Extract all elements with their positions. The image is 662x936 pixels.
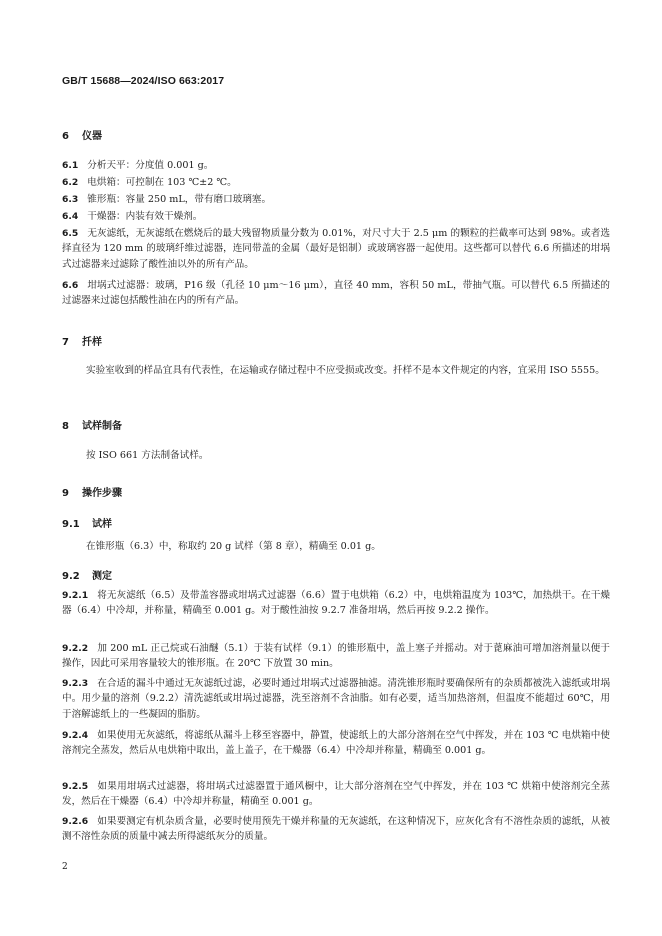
- clause-number: 6.4: [62, 211, 79, 222]
- clause-number: 9.2.2: [62, 643, 89, 654]
- page-number: 2: [62, 862, 68, 872]
- section-9-2-heading: [62, 567, 112, 582]
- clause-6-4: [62, 209, 610, 224]
- section-9-1-heading: [62, 515, 112, 530]
- clause-text: 如果要测定有机杂质含量，必要时使用预先干燥并称量的无灰滤纸，在这种情况下，应灰化含有不溶性杂质的滤纸，从被测不溶性杂质的质量中减去所得滤纸灰分的质量。: [62, 816, 610, 843]
- section-number: 8: [62, 421, 69, 432]
- clause-number: 6.3: [62, 194, 79, 205]
- clause-6-6: [62, 278, 610, 309]
- clause-text: 坩埚式过滤器：玻璃，P16 级（孔径 10 μm～16 μm），直径 40 mm，容积 50 mL，带抽气瓶。可以替代 6.5 所描述的过滤器来过滤包括酸性油在内的所有产品。: [62, 280, 610, 307]
- section-title: 试样: [92, 519, 112, 530]
- clause-9-2-6: [62, 814, 610, 845]
- clause-number: 6.2: [62, 177, 79, 188]
- sample-prep-paragraph: 按 ISO 661 方法制备试样。: [86, 450, 209, 461]
- section-title: 试样制备: [82, 421, 122, 432]
- clause-9-2-4: [62, 728, 610, 759]
- clause-text: 无灰滤纸，无灰滤纸在燃烧后的最大残留物质量分数为 0.01%，对尺寸大于 2.5 μm 的颗粒的拦截率可达到 98%。或者选择直径为 120 mm 的玻璃纤维过滤器，连同带盖的金属（最好是铝制）或玻璃容器一起使用。这些都可以替代 6.6 所描述的坩埚式过滤器来过滤除了酸性油以外的所有产品。: [62, 228, 610, 270]
- clause-number: 6.5: [62, 228, 79, 239]
- section-number: 9.1: [62, 519, 80, 530]
- clause-number: 9.2.1: [62, 590, 89, 601]
- clause-text: 如果使用无灰滤纸，将滤纸从漏斗上移至容器中，静置，使滤纸上的大部分溶剂在空气中挥发，并在 103 ℃ 电烘箱中使溶剂完全蒸发，然后从电烘箱中取出，盖上盖子，在干燥器（6.4）中冷却并称量，精确至 0.001 g。: [62, 730, 610, 757]
- section-number: 7: [62, 337, 69, 348]
- clause-6-3: [62, 192, 610, 207]
- section-8-heading: [62, 417, 122, 432]
- clause-number: 6.6: [62, 280, 79, 291]
- standard-header: GB/T 15688—2024/ISO 663:2017: [62, 75, 225, 87]
- clause-9-2-3: [62, 676, 610, 722]
- clause-text: 将无灰滤纸（6.5）及带盖容器或坩埚式过滤器（6.6）置于电烘箱（6.2）中，电烘箱温度为 103℃，加热烘干。在干燥器（6.4）中冷却，并称量，精确至 0.001 g。对于酸性油按 9.2.7 准备坩埚，然后再按 9.2.2 操作。: [62, 590, 610, 617]
- clause-text: 分析天平：分度值 0.001 g。: [87, 160, 214, 171]
- clause-6-2: [62, 175, 610, 190]
- section-6-heading: [62, 127, 102, 142]
- test-sample-paragraph: 在锥形瓶（6.3）中，称取约 20 g 试样（第 8 章），精确至 0.01 g。: [86, 541, 381, 552]
- section-number: 9.2: [62, 571, 80, 582]
- clause-text: 在合适的漏斗中通过无灰滤纸过滤，必要时通过坩埚式过滤器抽滤。清洗锥形瓶时要确保所有的杂质都被洗入滤纸或坩埚中。用少量的溶剂（9.2.2）清洗滤纸或坩埚过滤器，洗至溶剂不含油脂。如有必要，适当加热溶剂，但温度不能超过 60℃，用于溶解滤纸上的一些凝固的脂肪。: [62, 678, 610, 720]
- section-title: 扦样: [82, 337, 102, 348]
- clause-text: 干燥器：内装有效干燥剂。: [87, 211, 203, 222]
- section-number: 6: [62, 131, 69, 142]
- clause-9-2-5: [62, 779, 610, 810]
- section-title: 仪器: [82, 131, 102, 142]
- clause-number: 9.2.5: [62, 781, 89, 792]
- clause-number: 9.2.6: [62, 816, 89, 827]
- section-title: 操作步骤: [82, 488, 122, 499]
- clause-text: 加 200 mL 正己烷或石油醚（5.1）于装有试样（9.1）的锥形瓶中，盖上塞子并摇动。对于蓖麻油可增加溶剂量以便于操作，因此可采用容量较大的锥形瓶。在 20℃ 下放置 30 min。: [62, 643, 610, 670]
- clause-9-2-2: [62, 641, 610, 672]
- clause-number: 9.2.3: [62, 678, 89, 689]
- section-9-heading: [62, 484, 122, 499]
- clause-6-5: [62, 226, 610, 272]
- section-7-heading: [62, 333, 102, 348]
- clause-6-1: [62, 158, 610, 173]
- clause-number: 9.2.4: [62, 730, 89, 741]
- clause-text: 电烘箱：可控制在 103 ℃±2 ℃。: [87, 177, 237, 188]
- clause-text: 如果用坩埚式过滤器，将坩埚式过滤器置于通风橱中，让大部分溶剂在空气中挥发，并在 103 ℃ 烘箱中使溶剂完全蒸发，然后在干燥器（6.4）中冷却并称量，精确至 0.001 g。: [62, 781, 610, 808]
- clause-text: 锥形瓶：容量 250 mL，带有磨口玻璃塞。: [87, 194, 272, 205]
- clause-number: 6.1: [62, 160, 79, 171]
- section-title: 测定: [92, 571, 112, 582]
- sampling-paragraph: 实验室收到的样品宜具有代表性，在运输或存储过程中不应受损或改变。扦样不是本文件规定的内容，宜采用 ISO 5555。: [86, 365, 605, 376]
- section-number: 9: [62, 488, 69, 499]
- clause-9-2-1: [62, 588, 610, 619]
